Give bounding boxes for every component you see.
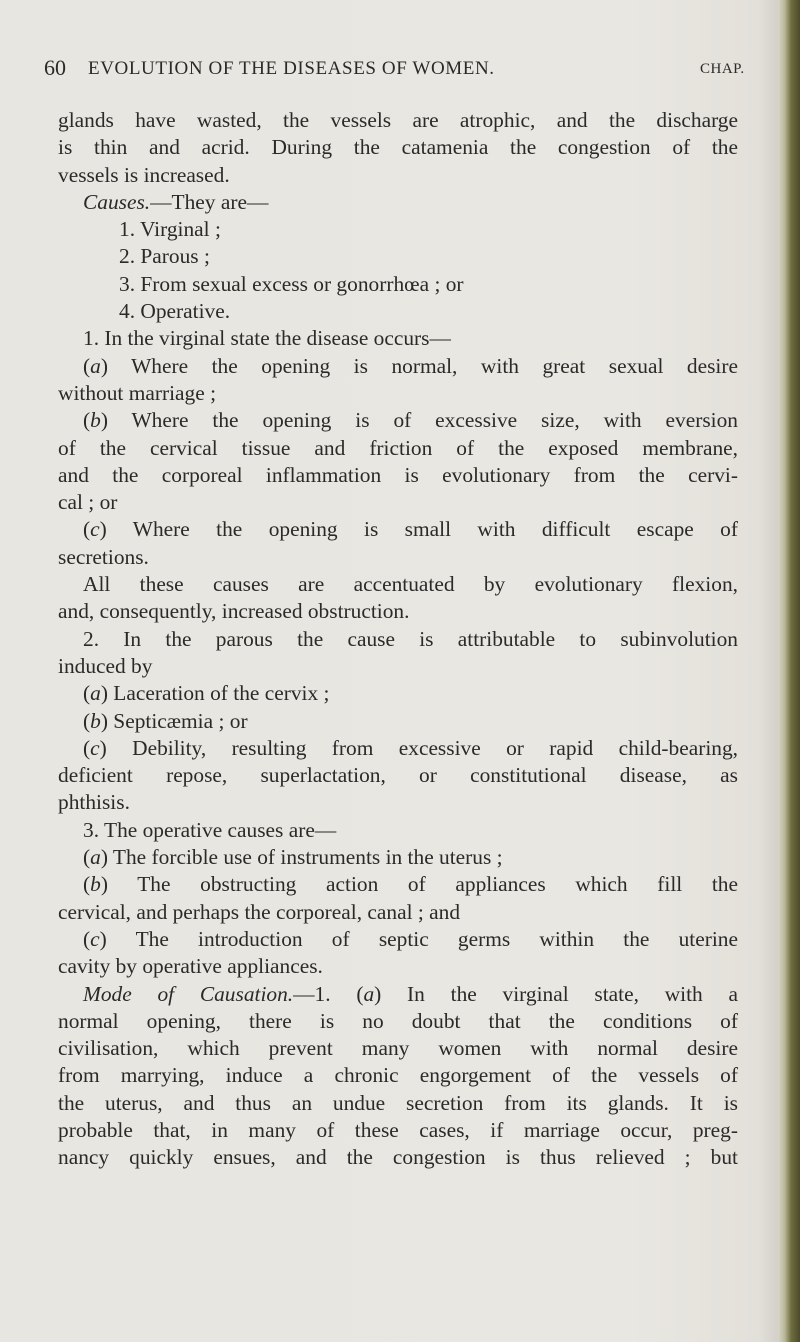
text-line: 3. The operative causes are—: [83, 817, 337, 842]
text-line: without marriage ;: [58, 380, 217, 405]
text-line: and, consequently, increased obstruction.: [58, 599, 410, 624]
text-line: (b) The obstructing action of appliances which fill the: [83, 872, 738, 897]
page-edge: [778, 0, 800, 1342]
text-line: (a) Laceration of the cervix ;: [83, 681, 330, 706]
text-line: of the cervical tissue and friction of the exposed membrane,: [58, 435, 738, 460]
text-line: (a) The forcible use of instruments in the uterus ;: [83, 845, 503, 870]
text-line: vessels is increased.: [58, 162, 230, 187]
text-line: is thin and acrid. During the catamenia the congestion of the: [58, 135, 738, 160]
chapter-marker: CHAP.: [700, 61, 745, 77]
text-line: Mode of Causation.—1. (a) In the virginal state, with a: [83, 981, 738, 1006]
text-line: 2. In the parous the cause is attributable to subinvolution: [83, 626, 738, 651]
text-line: from marrying, induce a chronic engorgement of the vessels of: [58, 1063, 738, 1088]
text-line: probable that, in many of these cases, if marriage occur, preg-: [58, 1117, 738, 1142]
text-line: and the corporeal inflammation is evolutionary from the cervi-: [58, 462, 738, 487]
text-line: secretions.: [58, 544, 149, 569]
text-line: induced by: [58, 653, 153, 678]
text-line: 4. Operative.: [119, 299, 231, 324]
running-title: EVOLUTION OF THE DISEASES OF WOMEN.: [88, 58, 495, 79]
text-line: the uterus, and thus an undue secretion from its glands. It is: [58, 1090, 738, 1115]
text-line: (b) Where the opening is of excessive size, with eversion: [83, 408, 738, 433]
text-line: 3. From sexual excess or gonorrhœa ; or: [119, 271, 464, 296]
text-line: (c) Where the opening is small with difficult escape of: [83, 517, 738, 542]
text-line: cervical, and perhaps the corporeal, canal ; and: [58, 899, 461, 924]
text-line: (b) Septicæmia ; or: [83, 708, 248, 733]
text-line: nancy quickly ensues, and the congestion is thus relieved ; but: [58, 1145, 738, 1170]
text-line: cal ; or: [58, 490, 118, 515]
page-number: 60: [44, 55, 66, 80]
text-line: (c) The introduction of septic germs within the uterine: [83, 926, 738, 951]
text-line: cavity by operative appliances.: [58, 954, 323, 979]
text-line: Causes.—They are—: [83, 189, 269, 214]
text-line: glands have wasted, the vessels are atrophic, and the discharge: [58, 108, 738, 132]
text-line: 1. Virginal ;: [119, 217, 221, 242]
text-line: (c) Debility, resulting from excessive or rapid child-bearing,: [83, 735, 738, 760]
text-line: deficient repose, superlactation, or constitutional disease, as: [58, 763, 738, 788]
text-line: civilisation, which prevent many women with normal desire: [58, 1036, 738, 1061]
text-line: normal opening, there is no doubt that the conditions of: [58, 1008, 738, 1033]
page-header: [0, 55, 790, 91]
text-line: (a) Where the opening is normal, with great sexual desire: [83, 353, 738, 378]
text-line: 1. In the virginal state the disease occurs—: [83, 326, 451, 351]
body-text: [58, 107, 738, 1172]
text-line: All these causes are accentuated by evolutionary flexion,: [83, 572, 738, 597]
text-line: 2. Parous ;: [119, 244, 210, 269]
text-line: phthisis.: [58, 790, 130, 815]
